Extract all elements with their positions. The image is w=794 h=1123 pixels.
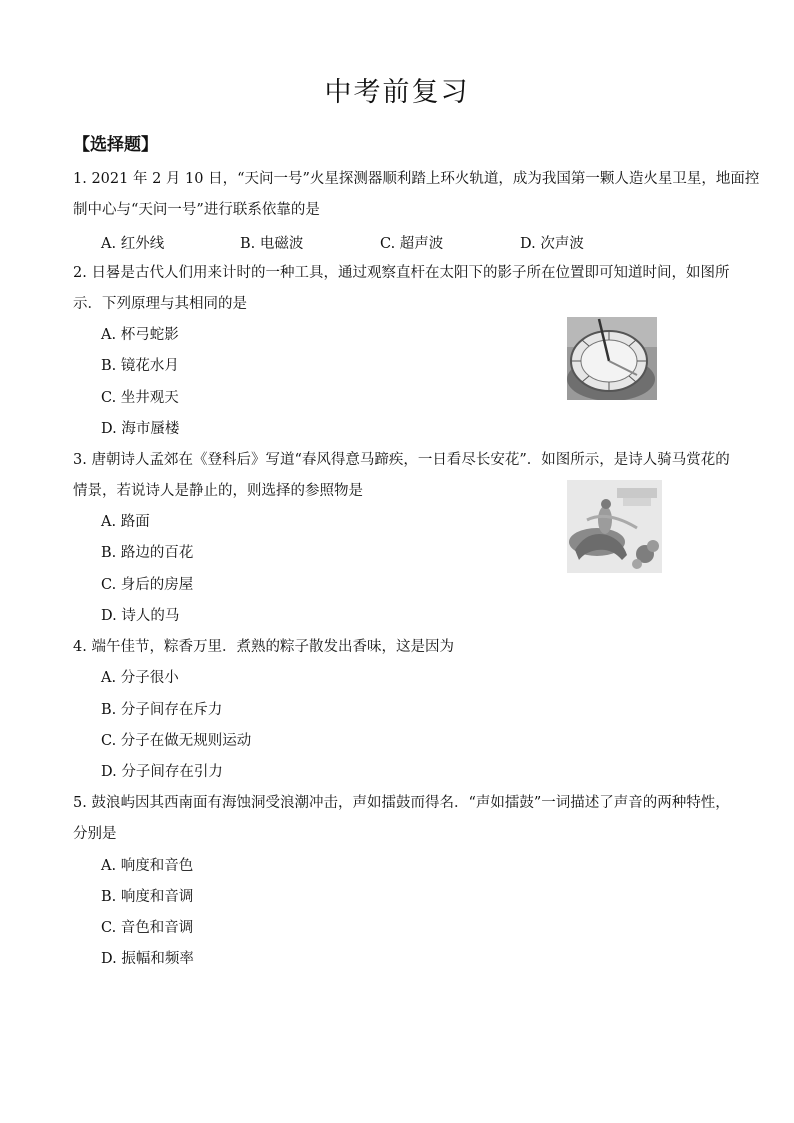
- question-5-option-d[interactable]: D. 振幅和频率: [101, 951, 194, 967]
- question-5-text-line-2: 分别是: [73, 826, 117, 842]
- question-1-option-b[interactable]: B. 电磁波: [240, 236, 304, 252]
- question-1-option-d[interactable]: D. 次声波: [520, 236, 584, 252]
- question-4-option-b[interactable]: B. 分子间存在斥力: [101, 702, 223, 718]
- section-heading: 【选择题】: [73, 135, 158, 155]
- question-2-option-d[interactable]: D. 海市蜃楼: [101, 421, 180, 437]
- question-2-text-line-1: 2. 日晷是古代人们用来计时的一种工具，通过观察直杆在太阳下的影子所在位置即可知道时间，如图所: [73, 265, 730, 281]
- question-3-option-b[interactable]: B. 路边的百花: [101, 545, 194, 561]
- question-1-option-c[interactable]: C. 超声波: [380, 236, 444, 252]
- question-1-option-a[interactable]: A. 红外线: [101, 236, 165, 252]
- poet-on-horse-image: [567, 480, 662, 573]
- question-5-option-a[interactable]: A. 响度和音色: [101, 858, 194, 874]
- question-1-options: [101, 232, 701, 250]
- question-3-text-line-1: 3. 唐朝诗人孟郊在《登科后》写道“春风得意马蹄疾，一日看尽长安花”．如图所示，是诗人骑马赏花的: [73, 452, 730, 468]
- question-3-text-line-2: 情景，若说诗人是静止的，则选择的参照物是: [73, 483, 363, 499]
- question-3-option-a[interactable]: A. 路面: [101, 514, 150, 530]
- question-2-option-a[interactable]: A. 杯弓蛇影: [101, 327, 179, 343]
- question-4-text-line-1: 4. 端午佳节，粽香万里．煮熟的粽子散发出香味，这是因为: [73, 639, 454, 655]
- question-5-option-b[interactable]: B. 响度和音调: [101, 889, 194, 905]
- question-3-option-c[interactable]: C. 身后的房屋: [101, 577, 194, 593]
- question-5-text-line-1: 5. 鼓浪屿因其西南面有海蚀洞受浪潮冲击，声如擂鼓而得名．“声如擂鼓”一词描述了声音的两种特性，: [73, 795, 730, 811]
- question-4-option-a[interactable]: A. 分子很小: [101, 670, 179, 686]
- question-2-option-c[interactable]: C. 坐井观天: [101, 390, 179, 406]
- question-1-text-line-2: 制中心与“天问一号”进行联系依靠的是: [73, 202, 320, 218]
- sundial-illustration: [567, 317, 657, 400]
- sundial-image: [567, 317, 657, 400]
- question-2-text-line-2: 示．下列原理与其相同的是: [73, 296, 247, 312]
- question-3-option-d[interactable]: D. 诗人的马: [101, 608, 180, 624]
- question-4-option-c[interactable]: C. 分子在做无规则运动: [101, 733, 252, 749]
- question-4-option-d[interactable]: D. 分子间存在引力: [101, 764, 223, 780]
- question-5-option-c[interactable]: C. 音色和音调: [101, 920, 194, 936]
- question-1-text-line-1: 1. 2021 年 2 月 10 日，“天问一号”火星探测器顺利踏上环火轨道，成为我国第一颗人造火星卫星，地面控: [73, 171, 760, 187]
- poet-horse-illustration: [567, 480, 662, 573]
- page-title: 中考前复习: [324, 77, 470, 108]
- question-2-option-b[interactable]: B. 镜花水月: [101, 358, 179, 374]
